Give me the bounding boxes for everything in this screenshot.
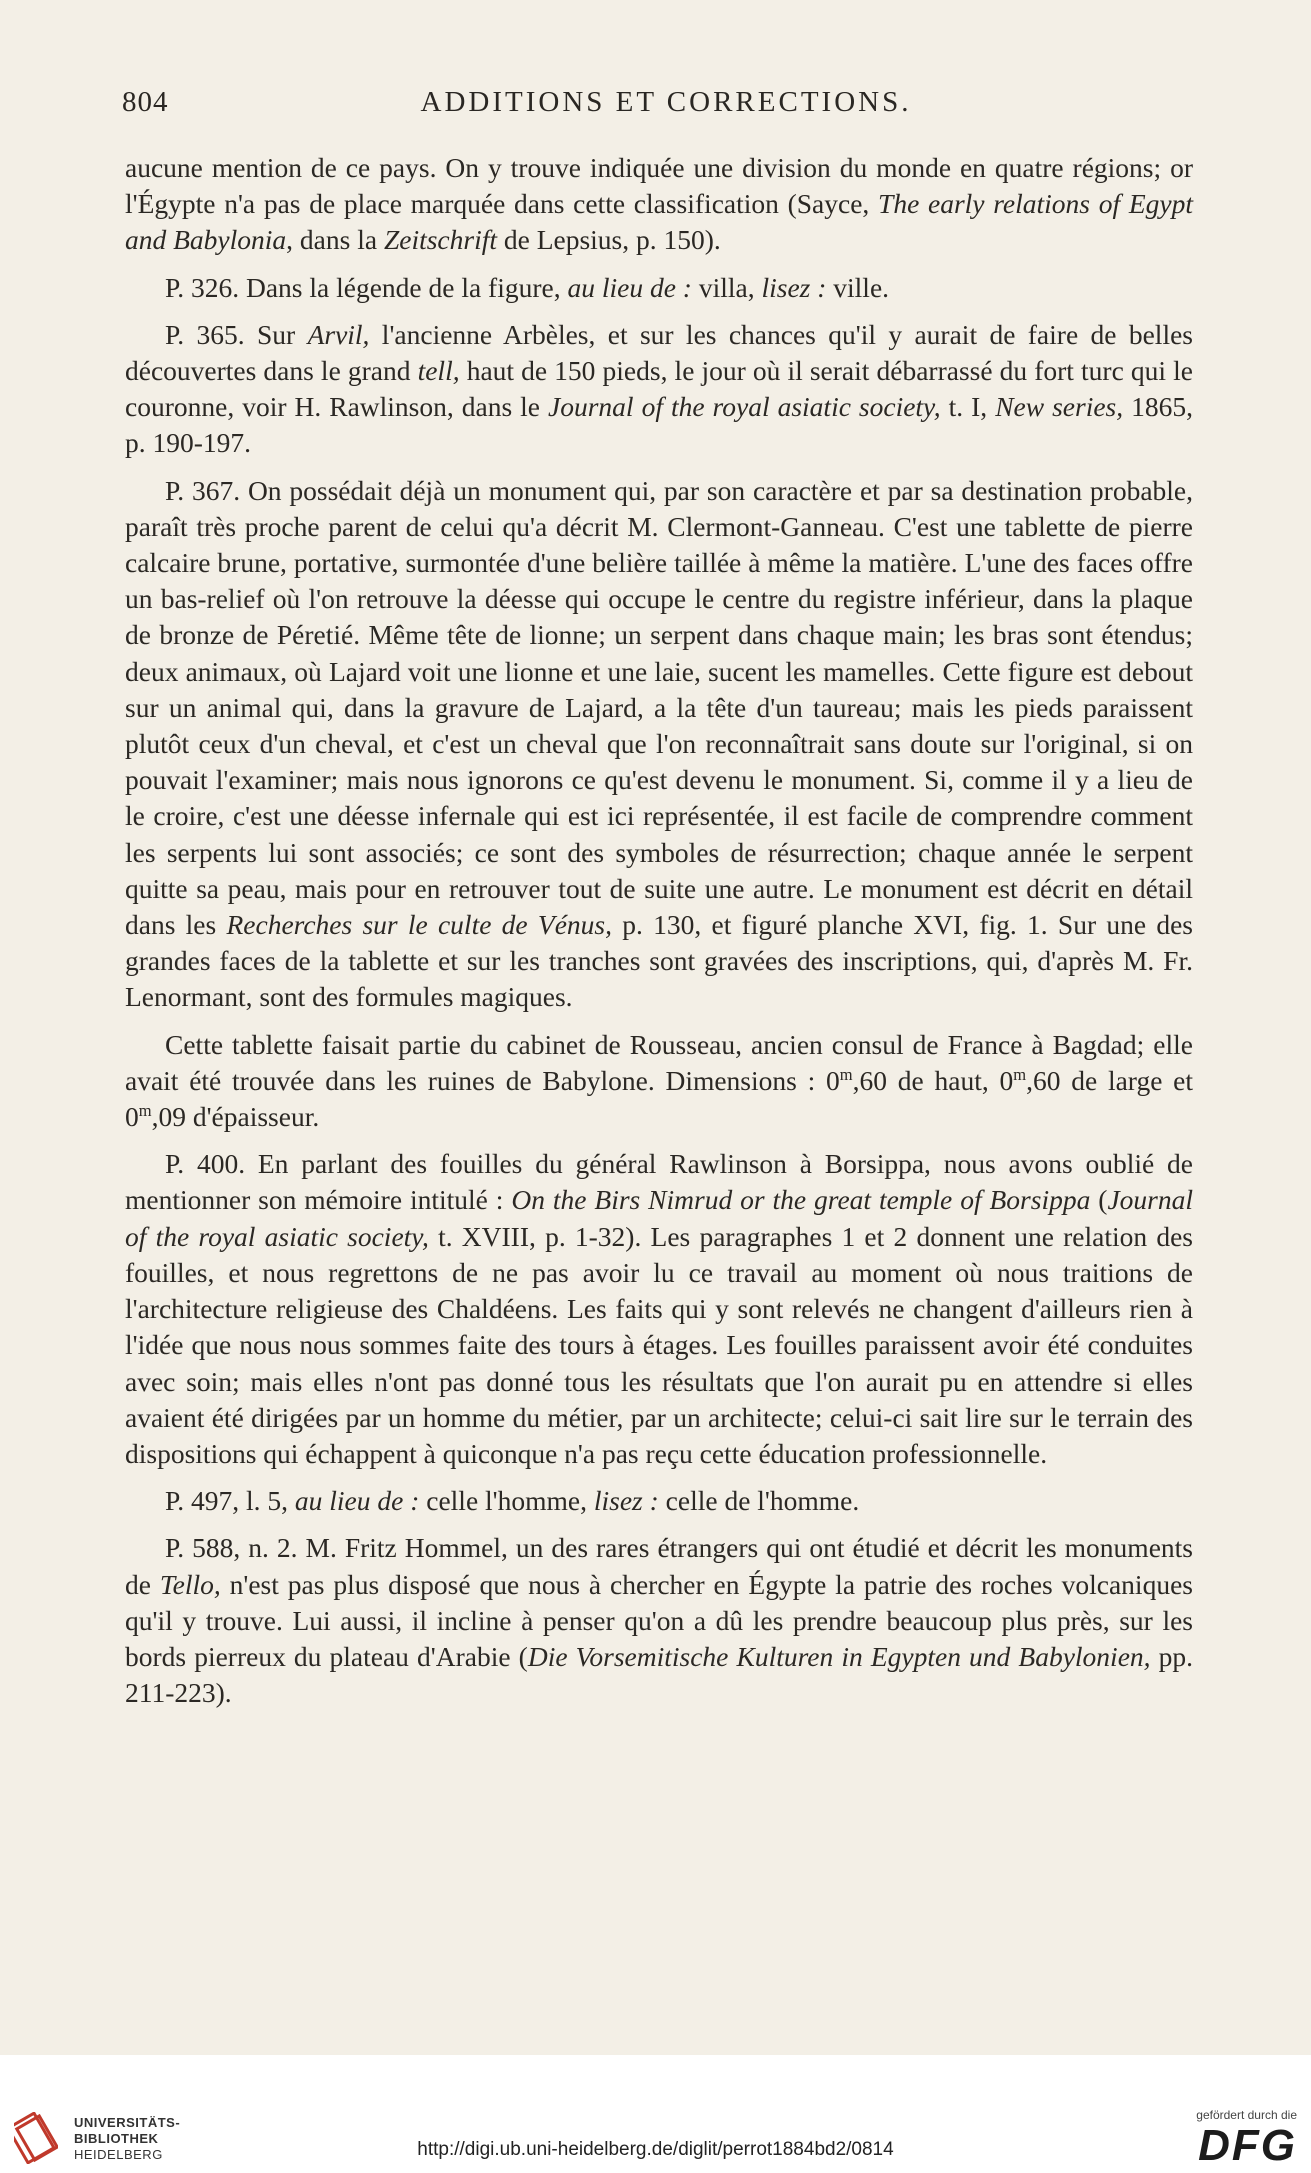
italic-phrase: au lieu de : — [567, 271, 692, 303]
text-run: 1865, p. 190-197. — [125, 391, 1194, 459]
italic-phrase: Tello, — [159, 1568, 221, 1600]
funded-by-label: gefördert durch die — [1196, 2108, 1297, 2122]
text-run: ,60 de large et 0 — [125, 1064, 1194, 1133]
text-run: P. 400. En parlant des fouilles du général Rawlinson à Borsippa, nous avons oublié de mentionner son mémoire intitulé : — [125, 1148, 1193, 1216]
text-run: ,09 d'épaisseur. — [151, 1101, 320, 1133]
library-name-line: HEIDELBERG — [74, 2147, 163, 2162]
text-run: P. 588, n. 2. M. Fritz Hommel, un des rares étrangers qui ont étudié et décrit les monuments de — [125, 1532, 1193, 1600]
italic-title: Recherches sur le culte de Vénus, — [226, 909, 612, 941]
dfg-logo: DFG — [1198, 2121, 1297, 2170]
text-run: de Lepsius, p. 150). — [497, 224, 721, 256]
paragraph-p588 — [125, 1530, 1193, 1711]
page-number: 804 — [122, 86, 169, 118]
text-run: Cette tablette faisait partie du cabinet de Rousseau, ancien consul de France à Bagdad; elle avait été trouvée dans les ruines de Babylone. Dimensions : 0 — [125, 1028, 1193, 1096]
italic-phrase: tell, — [417, 355, 460, 387]
unit-superscript: m — [839, 1064, 853, 1084]
italic-title: Die Vorsemitische Kulturen in Egypten und Babylonien, — [527, 1640, 1151, 1672]
text-run: p. 130, et figuré planche XVI, fig. 1. Sur une des grandes faces de la tablette et sur les tranches sont gravées des inscriptions, qui, d'après M. Fr. Lenormant, sont des formules magiques. — [125, 909, 1193, 1013]
italic-title: Zeitschrift — [383, 224, 497, 256]
paragraph-p326 — [125, 270, 1193, 306]
italic-phrase: Arvil, — [307, 318, 370, 350]
italic-title: New series, — [995, 391, 1124, 423]
unit-superscript: m — [138, 1100, 152, 1120]
paragraph-p400 — [125, 1146, 1193, 1472]
text-run: aucune mention de ce pays. On y trouve indiquée une division du monde en quatre régions; or l'Égypte n'a pas de place marquée dans cette classification (Sayce, — [125, 152, 1193, 220]
italic-phrase: lisez : — [593, 1485, 659, 1517]
paragraph-tablette — [125, 1027, 1193, 1136]
library-name-line: BIBLIOTHEK — [74, 2131, 159, 2146]
permalink-url[interactable]: http://digi.ub.uni-heidelberg.de/diglit/perrot1884bd2/0814 — [417, 2139, 894, 2160]
italic-phrase: au lieu de : — [294, 1485, 420, 1517]
text-run: P. 326. Dans la légende de la figure, — [165, 271, 568, 303]
text-run: n'est pas plus disposé que nous à chercher en Égypte la patrie des roches volcaniques qu'il y trouve. Lui aussi, il incline à penser qu'on a dû les prendre beaucoup plus près, sur les bords pierreux du plateau d'Arabie ( — [125, 1568, 1193, 1672]
italic-title: On the Birs Nimrud or the great temple of Borsippa — [511, 1184, 1091, 1216]
text-run: t. XVIII, p. 1-32). Les paragraphes 1 et 2 donnent une relation des fouilles, et nous regrettons de ne pas avoir lu ce travail au moment où nous traitions de l'architecture religieuse des Chaldéens. Les faits qui y sont relevés ne changent d'ailleurs rien à l'idée que nous nous sommes faite des tours à étages. Les fouilles paraissent avoir été conduites avec soin; mais elles n'ont pas donné tous les résultats que l'on aurait pu en attendre si elles avaient été dirigées par un homme du métier, par un architecte; celui-ci sait lire sur le terrain des dispositions qui échappent à quiconque n'a pas reçu cette éducation professionnelle. — [125, 1220, 1193, 1469]
text-run: P. 367. On possédait déjà un monument qui, par son caractère et par sa destination probable, paraît très proche parent de celui qu'a décrit M. Clermont-Ganneau. C'est une tablette de pierre calcaire brune, portative, surmontée d'une belière taillée à même la matière. L'une des faces offre un bas-relief où l'on retrouve la déesse qui occupe le centre du registre inférieur, dans la plaque de bronze de Péretié. Même tête de lionne; un serpent dans chaque main; les bras sont étendus; deux animaux, où Lajard voit une lionne et une laie, sucent les mamelles. Cette figure est debout sur un animal qui, dans la gravure de Lajard, a la tête d'un taureau; mais les pieds paraissent plutôt ceux d'un cheval, et c'est un cheval que l'on reconnaîtrait sans doute sur l'original, si on pouvait l'examiner; mais nous ignorons ce qu'est devenu le monument. Si, comme il y a lieu de le croire, c'est une déesse infernale qui est ici représentée, il est facile de comprendre comment les serpents lui sont associés; ce sont des symboles de résurrection; chaque année le serpent quitte sa peau, mais pour en retrouver tout de suite une autre. Le monument est décrit en détail dans les — [125, 474, 1193, 941]
paragraph-p497 — [125, 1483, 1193, 1519]
page-body — [125, 150, 1193, 1722]
text-run: haut de 150 pieds, le jour où il serait débarrassé du fort turc qui le couronne, voir H. Rawlinson, dans le — [125, 355, 1193, 423]
library-name-line: UNIVERSITÄTS- — [74, 2115, 181, 2130]
text-run: ,60 de haut, 0 — [852, 1064, 1014, 1096]
running-head: ADDITIONS ET CORRECTIONS. — [420, 86, 912, 118]
text-run: l'ancienne Arbèles, et sur les chances qu'il y aurait de faire de belles découvertes dans le grand — [125, 318, 1193, 387]
text-run: , dans la — [286, 224, 384, 256]
page-header — [122, 86, 1210, 126]
text-run: celle de l'homme. — [658, 1485, 860, 1517]
text-run: celle l'homme, — [419, 1485, 594, 1517]
text-run: villa, — [691, 271, 762, 303]
italic-title: The early relations of Egypt and Babylonia — [125, 188, 1193, 256]
text-run: P. 365. Sur — [165, 318, 308, 350]
text-run: t. I, — [940, 391, 996, 423]
italic-title: Journal of the royal asiatic society, — [125, 1184, 1193, 1252]
text-run: ( — [1090, 1184, 1108, 1216]
text-run: P. 497, l. 5, — [165, 1485, 295, 1517]
italic-phrase: lisez : — [761, 271, 827, 303]
paragraph-p365 — [125, 317, 1193, 462]
unit-superscript: m — [1013, 1064, 1027, 1084]
paragraph-continuation — [125, 150, 1193, 259]
paragraph-p367 — [125, 473, 1193, 1016]
italic-title: Journal of the royal asiatic society, — [548, 391, 941, 423]
text-run: ville. — [826, 271, 890, 303]
text-run: pp. 211-223). — [125, 1640, 1194, 1709]
